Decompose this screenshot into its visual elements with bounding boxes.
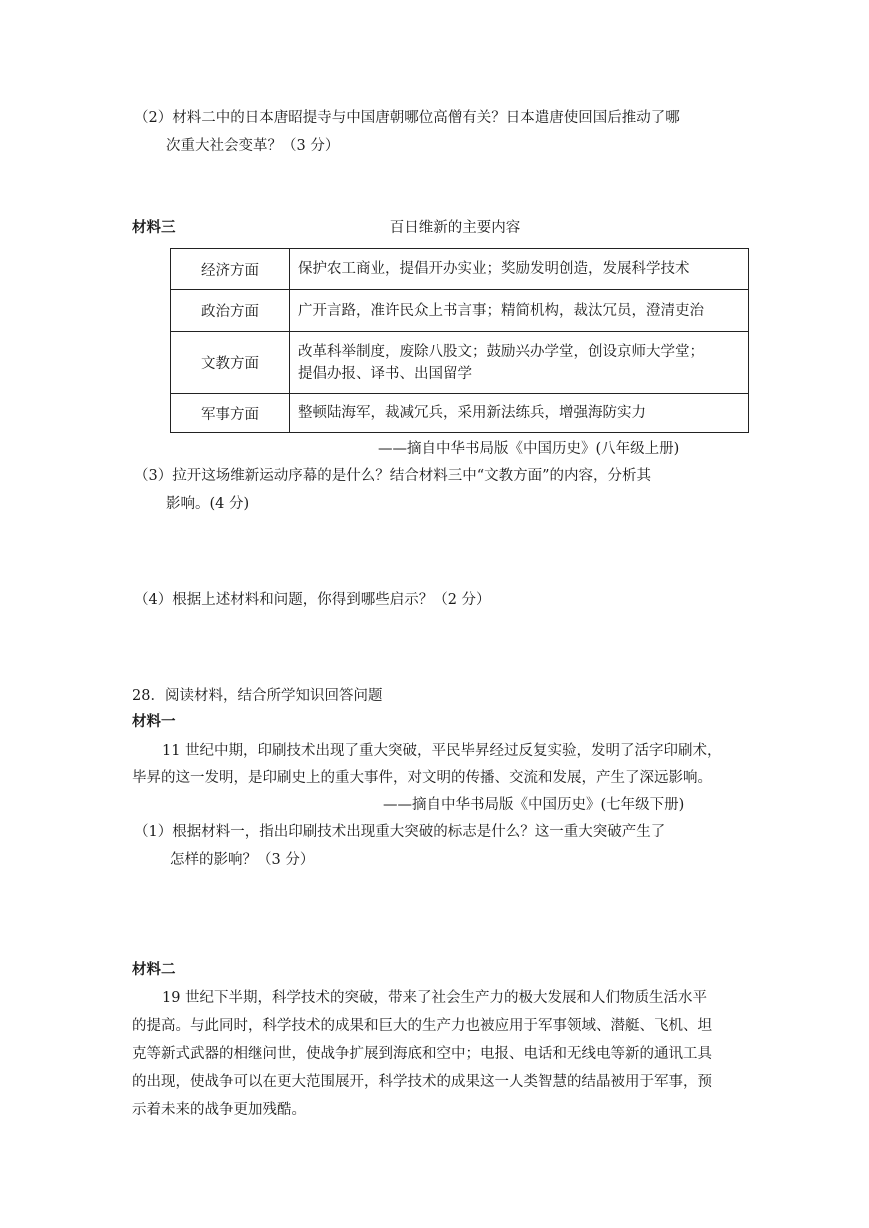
question-2-line-1: （2）材料二中的日本唐昭提寺与中国唐朝哪位高僧有关？日本遣唐使回国后推动了哪 [134, 110, 680, 126]
question-2-line-2: 次重大社会变革？（3 分） [166, 138, 340, 154]
question-3-line-1: （3）拉开这场维新运动序幕的是什么？结合材料三中“文教方面”的内容，分析其 [134, 468, 652, 484]
content-cell: 整顿陆海军，裁减冗兵，采用新法练兵，增强海防实力 [290, 394, 749, 433]
q28-material-2-label: 材料二 [132, 961, 176, 978]
q28-question-1-line-1: （1）根据材料一，指出印刷技术出现重大突破的标志是什么？这一重大突破产生了 [134, 824, 666, 840]
content-line: 改革科举制度，废除八股文；鼓励兴办学堂，创设京师大学堂； [298, 343, 704, 360]
q28-material-1-line-1: 11 世纪中期，印刷技术出现了重大突破，平民毕昇经过反复实验，发明了活字印刷术， [162, 743, 722, 759]
material-3-source: ——摘自中华书局版《中国历史》(八年级上册) [378, 441, 680, 457]
q28-material-2-line-4: 的出现，使战争可以在更大范围展开，科学技术的成果这一人类智慧的结晶被用于军事，预 [132, 1074, 712, 1090]
q28-question-1-line-2: 怎样的影响？（3 分） [170, 852, 315, 868]
question-4-line-1: （4）根据上述材料和问题，你得到哪些启示？（2 分） [134, 592, 491, 608]
q28-material-2-line-1: 19 世纪下半期，科学技术的突破，带来了社会生产力的极大发展和人们物质生活水平 [162, 990, 708, 1006]
content-cell: 广开言路，准许民众上书言事；精简机构，裁汰冗员，澄清吏治 [290, 290, 749, 332]
question-3-line-2: 影响。(4 分) [166, 496, 250, 512]
content-line: 提倡办报、译书、出国留学 [298, 365, 472, 382]
q28-material-1-source: ——摘自中华书局版《中国历史》(七年级下册) [383, 797, 685, 813]
content-cell: 保护农工商业，提倡开办实业；奖励发明创造，发展科学技术 [290, 249, 749, 290]
content-cell [290, 332, 749, 394]
aspect-cell: 经济方面 [171, 249, 290, 290]
table-row [171, 394, 749, 433]
q28-material-2-line-3: 克等新式武器的相继问世，使战争扩展到海底和空中；电报、电话和无线电等新的通讯工具 [132, 1046, 712, 1062]
q28-material-1-line-2: 毕昇的这一发明，是印刷史上的重大事件，对文明的传播、交流和发展，产生了深远影响。 [132, 770, 712, 786]
q28-material-2-line-2: 的提高。与此同时，科学技术的成果和巨大的生产力也被应用于军事领域、潜艇、飞机、坦 [132, 1018, 712, 1034]
q28-material-2-line-5: 示着未来的战争更加残酷。 [132, 1102, 306, 1118]
aspect-cell: 文教方面 [171, 332, 290, 394]
question-28-heading: 28．阅读材料，结合所学知识回答问题 [132, 688, 383, 704]
material-3-title: 百日维新的主要内容 [389, 220, 521, 236]
material-3-label: 材料三 [132, 219, 176, 236]
table-row [171, 290, 749, 332]
aspect-cell: 政治方面 [171, 290, 290, 332]
reform-table [170, 248, 749, 433]
table-row [171, 249, 749, 290]
table-row [171, 332, 749, 394]
q28-material-1-label: 材料一 [132, 713, 176, 730]
aspect-cell: 军事方面 [171, 394, 290, 433]
